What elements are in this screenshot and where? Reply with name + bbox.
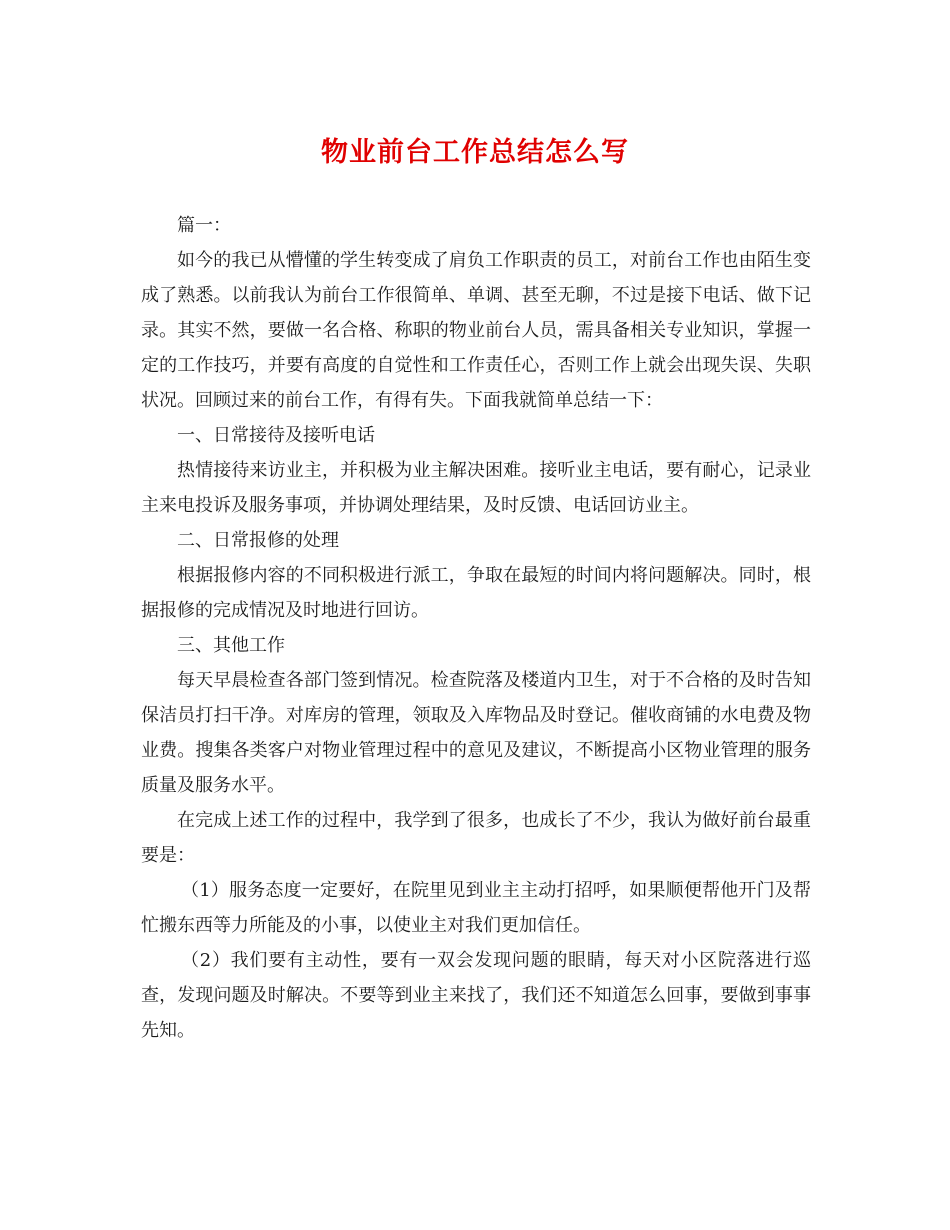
paragraph-repairs: 根据报修内容的不同积极进行派工，争取在最短的时间内将问题解决。同时，根据报修的完成情况及时地进行回访。 — [141, 565, 811, 621]
heading-other-work: 三、其他工作 — [177, 635, 285, 656]
heading-repairs: 二、日常报修的处理 — [177, 530, 339, 551]
heading-reception: 一、日常接待及接听电话 — [177, 425, 375, 446]
list-item-1: （1）服务态度一定要好，在院里见到业主主动打招呼，如果顺便帮他开门及帮忙搬东西等力所能及的小事，以使业主对我们更加信任。 — [141, 880, 811, 936]
paragraph-reception: 热情接待来访业主，并积极为业主解决困难。接听业主电话，要有耐心，记录业主来电投诉及服务事项，并协调处理结果，及时反馈、电话回访业主。 — [141, 460, 811, 516]
document-body — [141, 208, 811, 1048]
paragraph-other-work: 每天早晨检查各部门签到情况。检查院落及楼道内卫生，对于不合格的及时告知保洁员打扫干净。对库房的管理，领取及入库物品及时登记。催收商铺的水电费及物业费。搜集各类客户对物业管理过程中的意见及建议，不断提高小区物业管理的服务质量及服务水平。 — [141, 670, 811, 796]
intro-paragraph: 如今的我已从懵懂的学生转变成了肩负工作职责的员工，对前台工作也由陌生变成了熟悉。以前我认为前台工作很简单、单调、甚至无聊，不过是接下电话、做下记录。其实不然，要做一名合格、称职的物业前台人员，需具备相关专业知识，掌握一定的工作技巧，并要有高度的自觉性和工作责任心，否则工作上就会出现失误、失职状况。回顾过来的前台工作，有得有失。下面我就简单总结一下： — [141, 250, 811, 411]
document-title: 物业前台工作总结怎么写 — [321, 137, 629, 168]
list-item-2: （2）我们要有主动性，要有一双会发现问题的眼睛，每天对小区院落进行巡查，发现问题及时解决。不要等到业主来找了，我们还不知道怎么回事，要做到事事先知。 — [141, 950, 811, 1041]
paragraph-lessons: 在完成上述工作的过程中，我学到了很多，也成长了不少，我认为做好前台最重要是： — [141, 810, 811, 866]
section-label: 篇一： — [177, 215, 231, 236]
